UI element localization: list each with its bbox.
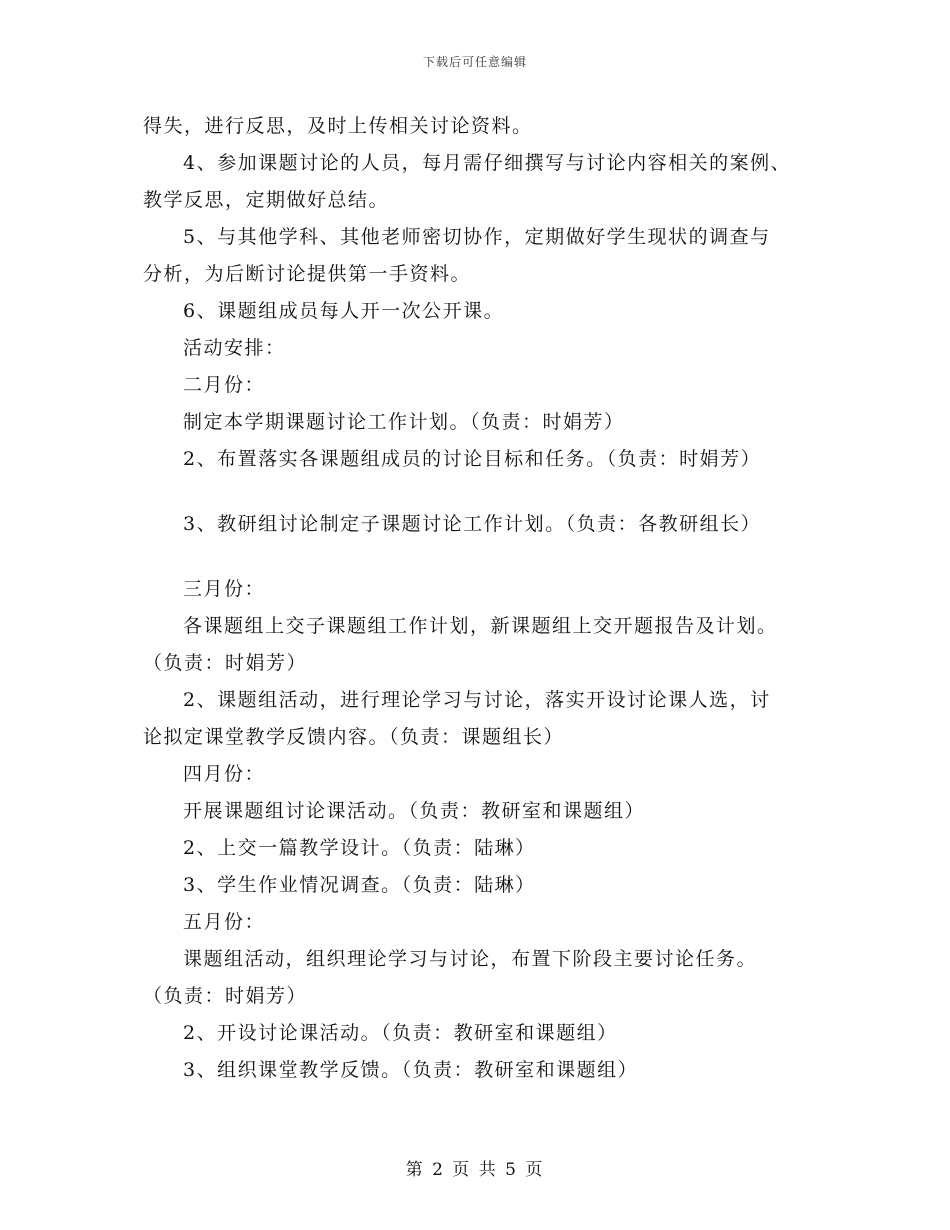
page-footer: 第 2 页 共 5 页 (405, 1160, 545, 1180)
month-heading: 三月份： (183, 578, 266, 600)
paragraph-line: 6、课题组成员每人开一次公开课。 (183, 300, 505, 322)
paragraph-line: 教学反思，定期做好总结。 (143, 189, 390, 211)
paragraph-line: 2、开设讨论课活动。（负责：教研室和课题组） (183, 1022, 618, 1044)
paragraph-line: 2、上交一篇教学设计。（负责：陆琳） (183, 837, 536, 859)
section-heading: 活动安排： (183, 337, 286, 359)
month-heading: 四月份： (183, 763, 266, 785)
paragraph-line: 课题组活动，组织理论学习与讨论，布置下阶段主要讨论任务。 (183, 948, 758, 970)
paragraph-line: 4、参加课题讨论的人员，每月需仔细撰写与讨论内容相关的案例、 (183, 152, 792, 174)
spacer (143, 543, 823, 571)
paragraph-line: 3、组织课堂教学反馈。（负责：教研室和课题组） (183, 1059, 639, 1081)
paragraph-line: 3、学生作业情况调查。（负责：陆琳） (183, 874, 536, 896)
spacer (143, 478, 823, 506)
paragraph-line: 论拟定课堂教学反馈内容。（负责：课题组长） (143, 726, 565, 748)
paragraph-line: 2、布置落实各课题组成员的讨论目标和任务。（负责：时娟芳） (183, 448, 762, 470)
paragraph-line: 分析，为后断讨论提供第一手资料。 (143, 263, 472, 285)
paragraph-line: 各课题组上交子课题组工作计划，新课题组上交开题报告及计划。 (183, 615, 778, 637)
paragraph-line: 2、课题组活动，进行理论学习与讨论，落实开设讨论课人选，讨 (183, 689, 771, 711)
document-body (143, 108, 823, 1089)
month-heading: 二月份： (183, 374, 266, 396)
paragraph-line: （负责：时娟芳） (143, 985, 308, 1007)
paragraph-line: 得失，进行反思，及时上传相关讨论资料。 (143, 115, 533, 137)
paragraph-line: 3、教研组讨论制定子课题讨论工作计划。（负责：各教研组长） (183, 513, 762, 535)
paragraph-line: 5、与其他学科、其他老师密切协作，定期做好学生现状的调查与 (183, 226, 771, 248)
month-heading: 五月份： (183, 911, 266, 933)
paragraph-line: 开展课题组讨论课活动。（负责：教研室和课题组） (183, 800, 646, 822)
paragraph-line: 制定本学期课题讨论工作计划。（负责：时娟芳） (183, 411, 625, 433)
page-header: 下载后可任意编辑 (422, 55, 527, 69)
paragraph-line: （负责：时娟芳） (143, 652, 308, 674)
